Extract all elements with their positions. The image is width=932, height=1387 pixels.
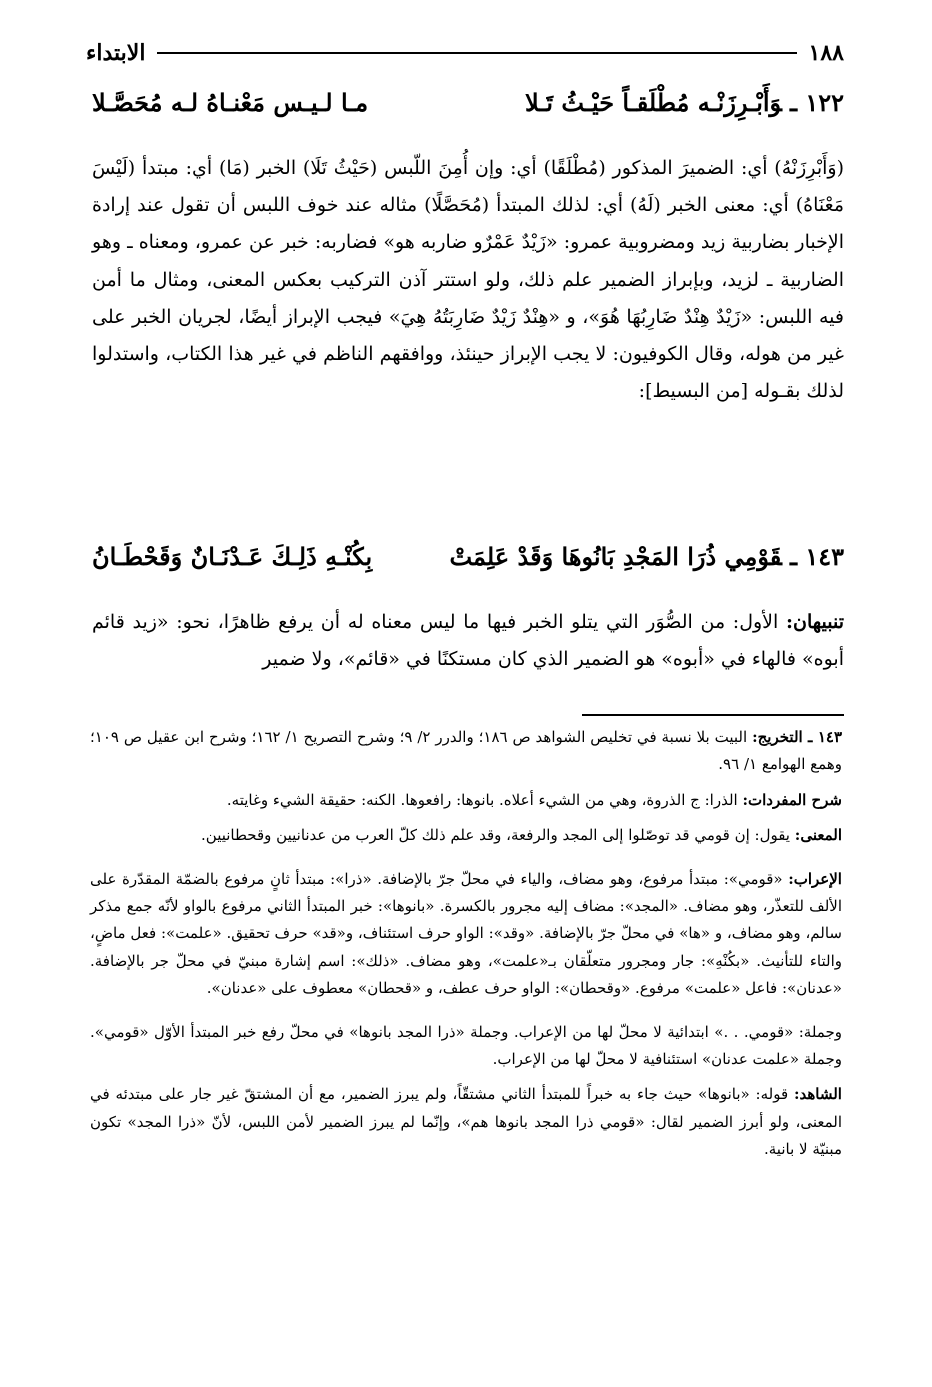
commentary <box>92 150 844 410</box>
commentary-paragraph: (وَأَبْرِزَنْهُ) أي: الضميرَ المذكور (مُطْلَقًا) أي: وإن أُمِنَ اللّبس (حَيْثُ تَلَا) الخبر (مَا) أي: مبتدأ (لَيْسَ مَعْنَاهُ) أي: معنى الخبر (لَهُ) أي: لذلك المبتدأ (مُحَصَّلًا) مثاله عند خوف اللبس أن تقول عند إرادة الإخبار بضاربية زيد ومضروبية عمرو: «زَيْدٌ عَمْرٌو ضاربه هو» فضاربه: خبر عن عمرو، ومعناه ـ وهو الضاربية ـ لزيد، وبإبراز الضمير علم ذلك، ولو استتر آذن التركيب بعكس المعنى، ومثال ما أمن فيه اللبس: «زَيْدٌ هِنْدٌ ضَارِبُهَا هُوَ»، و «هِنْدٌ زَيْدٌ ضَارِبَتُهُ هِيَ» فيجب الإبراز أيضًا، لجريان الخبر على غير من هوله، وقال الكوفيون: لا يجب الإبراز حينئذ، ووافقهم الناظم في غير هذا الكتاب، واستدلوا لذلك بقـوله [من البسيط]: <box>92 157 844 403</box>
verse-143-first-hemistich: ١٤٣ ـقَوْمِي ذُرَا المَجْدِ بَانُوهَا وَقَدْ عَلِمَتْ <box>449 542 844 571</box>
verse-143 <box>92 542 844 571</box>
jumla-text: وجملة: «قومي. . .» ابتدائية لا محلّ لها من الإعراب. وجملة «ذرا المجد بانوها» في محلّ رفع خبر المبتدأ الأوّل «قومي». وجملة «علمت عدنان» استئنافية لا محلّ لها من الإعراب. <box>90 1022 842 1069</box>
footnote-mufradat <box>90 787 842 814</box>
mana-label: المعنى: <box>794 826 842 845</box>
footnote-jumla <box>90 1019 842 1074</box>
mana-text: يقول: إن قومي قد توصّلوا إلى المجد والرفعة، وقد علم ذلك كلّ العرب من عدنانيين وقحطانيين. <box>201 826 790 845</box>
shahid-text: قوله: «بانوها» حيث جاء به خبراً للمبتدأ الثاني مشتقّاً، ولم يبرز الضمير، مع أن المشتقّ غير جار على مبتدئه في المعنى، ولو أبرز الضمير لقال: «قومي ذرا المجد بانوها هم»، وإنّما لم يبرز الضمير لأمن اللبس، لأنّ «ذرا المجد» تكون مبنيّة لا بانية. <box>90 1085 842 1159</box>
footnote-mana <box>90 822 842 849</box>
page-number: ١٨٨ <box>808 40 844 66</box>
tanbih-paragraph <box>92 604 844 678</box>
takhrij-text: البيت بلا نسبة في تخليص الشواهد ص ١٨٦؛ والدرر ٢/ ٩؛ وشرح التصريح ١/ ١٦٢؛ وشرح ابن عقيل ص ١٠٩؛ وهمع الهوامع ١/ ٩٦. <box>90 728 842 774</box>
irab-text: «قومي»: مبتدأ مرفوع، وهو مضاف، والياء في محلّ جرّ بالإضافة. «ذرا»: مبتدأ ثانٍ مرفوع بالضمّة المقدّرة على الألف للتعذّر، وهو مضاف. «المجد»: مضاف إليه مجرور بالكسرة. «بانوها»: خبر المبتدأ الثاني مرفوع بالواو لأنّه جمع مذكر سالم، وهو مضاف، و «ها» في محلّ جرّ بالإضافة. «وقد»: الواو حرف استئناف، و«قد» حرف تحقيق. «علمت»: فعل ماضٍ، والتاء للتأنيث. «بكُنْهِ»: جار ومجرور متعلّقان بـ«علمت»، وهو مضاف. «ذلك»: اسم إشارة مبنيّ في محلّ جر بالإضافة. «عدنان»: فاعل «علمت» مرفوع. «وقحطان»: الواو حرف عطف، و «قحطان» معطوف على «عدنان». <box>90 869 842 998</box>
footnote-takhrij <box>90 724 842 779</box>
verse-122-number: ١٢٢ ـ <box>789 88 844 117</box>
shahid-label: الشاهد: <box>793 1085 842 1104</box>
tanbih-text: الأول: من الصُّوَر التي يتلو الخبر فيها ما ليس معناه له أن يرفع ظاهرًا، نحو: «زيد قائم أبوه» فالهاء في «أبوه» هو الضمير الذي كان مستكنًا في «قائم»، ولا ضمير <box>92 611 844 670</box>
verse-122 <box>92 88 844 117</box>
tanbih-label: تنبيهان: <box>785 611 844 633</box>
irab-label: الإعراب: <box>788 869 842 888</box>
verse-122-first-hemistich: ١٢٢ ـوَأَبْـرِزَنْـه مُطْلَقـاً حَيْـثُ تَـلا <box>525 88 844 117</box>
footnote-irab <box>90 866 842 1003</box>
footnotes <box>90 724 842 1172</box>
verse-122-second-hemistich: مـا لـيـس مَعْنـاهُ لـه مُحَصَّـلا <box>92 88 369 117</box>
page-header <box>86 38 844 68</box>
header-rule <box>157 52 796 54</box>
verse-143-second-hemistich: بِكُنْـهِ ذَلِـكَ عَـدْنَـانٌ وَقَحْطَـانُ <box>92 542 373 571</box>
footnote-shahid <box>90 1081 842 1163</box>
footnote-separator <box>582 714 844 716</box>
takhrij-label: ١٤٣ ـ التخريج: <box>752 728 842 746</box>
chapter-title: الابتداء <box>86 40 146 66</box>
verse-143-number: ١٤٣ ـ <box>789 542 844 571</box>
mufradat-label: شرح المفردات: <box>742 790 842 809</box>
mufradat-text: الذرا: ج الذروة، وهي من الشيء أعلاه. بانوها: رافعوها. الكنه: حقيقة الشيء وغايته. <box>226 790 738 809</box>
